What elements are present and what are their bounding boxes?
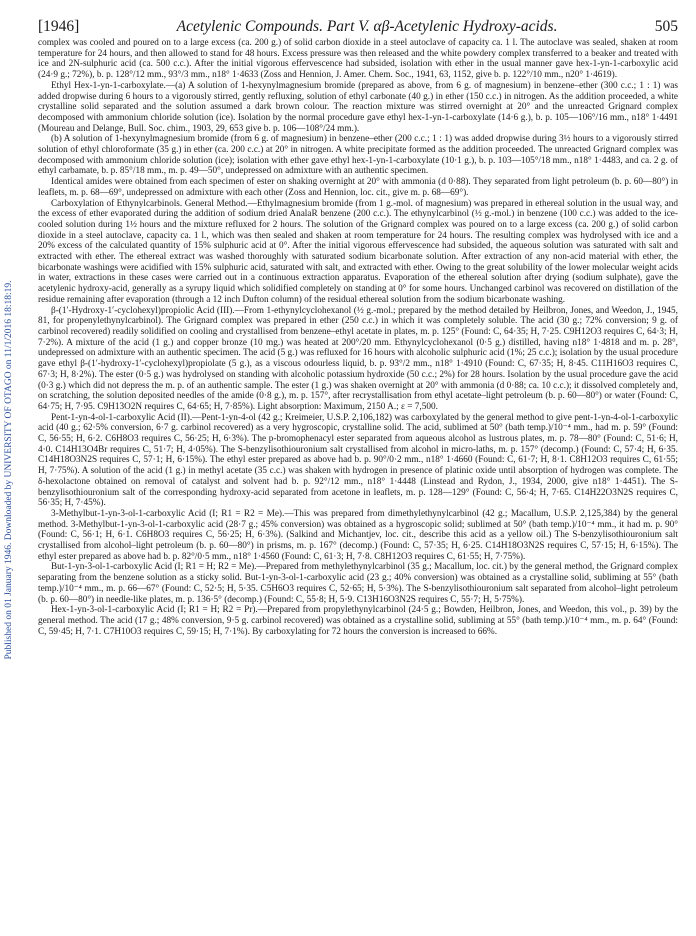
paragraph-ethyl-hexynylcarboxylate-b: (b) A solution of 1-hexynylmagnesium bromide (from 6 g. of magnesium) in benzene–ether (200 c.c.; 1 : 1) was added dropwise during 3½ hours to a vigorously stirred solution of ethyl chloroformate (35 g.) in ether (ca. 200 c.c.) at 20° in nitrogen. A white precipitate formed as the addition proceeded. The unreacted Grignard complex was decomposed with ammonium chloride solution (ice); isolation with ether gave ethyl hex-1-yn-1-carboxylate (10·1 g.), b. p. 103—105°/18 mm., n18° 1·4483, and ca. 2 g. of ethyl carbamate, b. p. 85°/18 mm., m. p. 49—50°, undepressed on admixture with an authentic specimen. (38, 134, 678, 177)
paragraph-propiolic-acid: β-(1′-Hydroxy-1′-cyclohexyl)propiolic Acid (III).—From 1-ethynylcyclohexanol (½ g.-mol.; prepared by the method detailed by Heilbron, Jones, and Weedon, J., 1945, 81, for propenylethynylcarbinol). The Grignard complex was prepared in ether (250 c.c.) in which it was completely soluble. The acid (30 g.; 72% conversion; 9 g. of carbinol recovered) readily solidified on cooling and crystallised from benzene–ethyl acetate in plates, m. p. 125° (Found: C, 64·35; H, 7·25. C9H12O3 requires C, 64·3; H, 7·2%). A mixture of the acid (1 g.) and copper bronze (10 mg.) was heated at 200°/20 mm. Ethynylcyclohexanol (0·5 g.) distilled, having n18° 1·4818 and m. p. 28°, undepressed on admixture with an authentic specimen. The acid (5 g.) was refluxed for 16 hours with alcoholic sulphuric acid (1%; 25 c.c.); isolation by the usual procedure gave ethyl β-(1′-hydroxy-1′-cyclohexyl)propiolate (5 g.), as a viscous odourless liquid, b. p. 93°/2 mm., n18° 1·4910 (Found: C, 67·35; H, 8·45. C11H16O3 requires C, 67·3; H, 8·2%). The ester (0·5 g.) was hydrolysed on standing with alcoholic potassium hydroxide (50 c.c.; 2%) for 28 hours. Isolation by the usual procedure gave the acid (0·3 g.) which did not depress the m. p. of an authentic sample. The ester (1 g.) was shaken overnight at 20° with ammonia (d 0·88; ca. 10 c.c.); it dissolved completely and, on scratching, the solution deposited needles of the amide (0·8 g.), m. p. 157°, after recrystallisation from ethyl acetate–light petroleum (b. p. 60—80°) or water (Found: C, 64·75; H, 7·95. C9H13O2N requires C, 64·65; H, 7·85%). Light absorption: Maximum, 2150 A.; ε = 7,500. (38, 305, 678, 412)
download-watermark-text: Published on 01 January 1946. Downloaded by UNIVERSITY OF OTAGO on 11/1/2016 18:18:19. (4, 280, 14, 660)
paragraph-identical-amides: Identical amides were obtained from each specimen of ester on shaking overnight at 20° with ammonia (d 0·88). They separated from light petroleum (b. p. 60—80°) in leaflets, m. p. 68—69°, undepressed on admixture with each other (Zoss and Hennion, loc. cit., give m. p. 68—69°). (38, 177, 678, 198)
article-body (38, 38, 678, 637)
paragraph-methylbutynol-acid: 3-Methylbut-1-yn-3-ol-1-carboxylic Acid (I; R1 = R2 = Me).—This was prepared from dimethylethynylcarbinol (42 g.; Macallum, U.S.P. 2,125,384) by the general method. 3-Methylbut-1-yn-3-ol-1-carboxylic acid (28·7 g.; 45% conversion) was obtained as a hygroscopic solid; sublimed at 50° (bath temp.)/10⁻⁴ mm., it had m. p. 90° (Found: C, 56·1; H, 6·1. C6H8O3 requires C, 56·25; H, 6·3%). (Salkind and Michantjev, loc. cit., describe this acid as a yellow oil.) The S-benzylisothiouronium salt crystallised from alcohol–light petroleum (b. p. 60—80°) in prisms, m. p. 167° (decomp.) (Found: C, 57·35; H, 6·25. C14H18O3N2S requires C, 57·15; H, 6·15%). The ethyl ester prepared as above had b. p. 82°/0·5 mm., n18° 1·4560 (Found: C, 61·3; H, 7·8. C8H12O3 requires C, 61·55; H, 7·75%). (38, 508, 678, 562)
download-watermark (2, 80, 16, 860)
paragraph-hexynol-acid: Hex-1-yn-3-ol-1-carboxylic Acid (I; R1 = H; R2 = Pr).—Prepared from propylethynylcarbinol (24·5 g.; Bowden, Heilbron, Jones, and Weedon, this vol., p. 39) by the general method. The acid (17 g.; 48% conversion, 9·5 g. carbinol recovered) was obtained as a crystalline solid, subliming at 55° (bath temp.)/10⁻⁴ mm., m. p. 64° (Found: C, 59·45; H, 7·1. C7H10O3 requires C, 59·15; H, 7·1%). By carboxylating for 72 hours the conversion is increased to 66%. (38, 605, 678, 637)
paragraph-ethyl-hexynylcarboxylate-a: Ethyl Hex-1-yn-1-carboxylate.—(a) A solution of 1-hexynylmagnesium bromide (prepared as above, from 6 g. of magnesium) in benzene–ether (300 c.c.; 1 : 1) was added dropwise during 6 hours to a vigorously stirred, gently refluxing, solution of ethyl carbonate (40 g.) in ether (150 c.c.) in nitrogen. As the addition proceeded, a white crystalline solid separated and the solution assumed a dark brown colour. The reaction mixture was stirred overnight at 20° and the unreacted Grignard complex decomposed with ammonium chloride solution (ice). Isolation by the normal procedure gave ethyl hex-1-yn-1-carboxylate (14·6 g.), b. p. 105—106°/16 mm., n18° 1·4491 (Moureau and Delange, Bull. Soc. chim., 1903, 29, 653 give b. p. 106—108°/24 mm.). (38, 80, 678, 134)
paragraph-continuation: complex was cooled and poured on to a large excess (ca. 200 g.) of solid carbon dioxide in a steel autoclave of capacity ca. 1 l. The autoclave was sealed, shaken at room temperature for 24 hours, and then allowed to stand for 48 hours. Excess pressure was then released and the white powdery complex transferred to a beaker and treated with ice and 2N-sulphuric acid (ca. 500 c.c.). After the initial vigorous effervescence had subsided, isolation with ether in the usual manner gave hex-1-yn-1-carboxylic acid (24·9 g.; 72%), b. p. 128°/12 mm., 93°/3 mm., n18° 1·4633 (Zoss and Hennion, J. Amer. Chem. Soc., 1941, 63, 1152, give b. p. 122°/10 mm., n20° 1·4619). (38, 38, 678, 81)
paragraph-butynol-acid: But-1-yn-3-ol-1-carboxylic Acid (I; R1 = H; R2 = Me).—Prepared from methylethynylcarbinol (35 g.; Macallum, loc. cit.) by the general method, the Grignard complex separating from the benzene solution as a sticky solid. But-1-yn-3-ol-1-carboxylic acid (23 g.; 40% conversion) was obtained as a crystalline solid, subliming at 55° (bath temp.)/10⁻⁴ mm., m. p. 66—67° (Found: C, 52·5; H, 5·35. C5H6O3 requires C, 52·65; H, 5·3%). The S-benzylisothiouronium salt separated from alcohol–light petroleum (b. p. 60—80°) in needle-like plates, m. p. 136·5° (decomp.) (Found: C, 55·8; H, 5·9. C13H16O3N2S requires C, 55·7; H, 5·75%). (38, 562, 678, 605)
header-title: Acetylenic Compounds. Part V. αβ-Acetylenic Hydroxy-acids. (176, 18, 558, 35)
header-year: [1946] (38, 18, 80, 35)
paragraph-pentynol-acid: Pent-1-yn-4-ol-1-carboxylic Acid (II).—Pent-1-yn-4-ol (42 g.; Kreimeier, U.S.P. 2,106,182) was carboxylated by the general method to give pent-1-yn-4-ol-1-carboxylic acid (40 g.; 62·5% conversion, 6·7 g. carbinol recovered) as a very hygroscopic, crystalline solid. The acid, sublimed at 50° (bath temp.)/10⁻⁴ mm., had m. p. 59° (Found: C, 56·55; H, 6·2. C6H8O3 requires C, 56·25; H, 6·3%). The p-bromophenacyl ester separated from aqueous alcohol as lustrous plates, m. p. 78—80° (Found: C, 51·6; H, 4·0. C14H13O4Br requires C, 51·7; H, 4·05%). The S-benzylisothiouronium salt crystallised from alcohol in micro-laths, m. p. 157° (decomp.) (Found: C, 57·4; H, 6·35. C14H18O3N2S requires C, 57·1; H, 6·15%). The ethyl ester prepared as above had b. p. 90°/0·2 mm., n18° 1·4660 (Found: C, 61·7; H, 8·1. C8H12O3 requires C, 61·55; H, 7·75%). A solution of the acid (1 g.) in methyl acetate (35 c.c.) was shaken with hydrogen in presence of platinic oxide until absorption of hydrogen was complete. The δ-hexolactone obtained on removal of catalyst and solvent had b. p. 92°/12 mm., n18° 1·4448 (Linstead and Rydon, J., 1934, 2000, give n18° 1·4451). The S-benzylisothiouronium salt of the corresponding hydroxy-acid separated from acetone in leaflets, m. p. 128—129° (Found: C, 56·4; H, 7·65. C14H22O3N2S requires C, 56·35; H, 7·45%). (38, 412, 678, 509)
running-header (38, 18, 678, 38)
paragraph-general-method: Carboxylation of Ethynylcarbinols. General Method.—Ethylmagnesium bromide (from 1 g.-mol. of magnesium) was prepared in ethereal solution in the usual way, and the excess of ether evaporated during the addition of sodium dried AnalaR benzene (200 c.c.). The ethynylcarbinol (½ g.-mol.) in benzene (100 c.c.) was added to the ice-cooled solution during 1½ hours and the mixture refluxed for 2 hours. The solution of the Grignard complex was poured on to a large excess (ca. 200 g.) of solid carbon dioxide in a steel autoclave, capacity ca. 1 l., which was then sealed and shaken at room temperature for 24 hours. The resulting complex was hydrolysed with ice and a 20% excess of the calculated quantity of 15% sulphuric acid at 0°. After the initial vigorous effervescence had subsided, the aqueous solution was saturated with salt and extracted with ether. The ethereal extract was washed thoroughly with saturated sodium bicarbonate solution. After extraction of any non-acid material with ether, the bicarbonate washings were acidified with 15% sulphuric acid, saturated with salt, and extracted with ether. Owing to the great solubility of the lower molecular weight acids in water, extractions in these cases were carried out in a continuous extraction apparatus. Evaporation of the ethereal solution after drying (sodium sulphate), gave the acetylenic hydroxy-acid, generally as a syrupy liquid which solidified completely on standing at 0° for some hours. Unchanged carbinol was recovered on distillation of the residue remaining after evaporation (through a 12 inch Dufton column) of the residual ethereal solution from the sodium bicarbonate washing. (38, 198, 678, 305)
header-page-number: 505 (654, 18, 678, 35)
